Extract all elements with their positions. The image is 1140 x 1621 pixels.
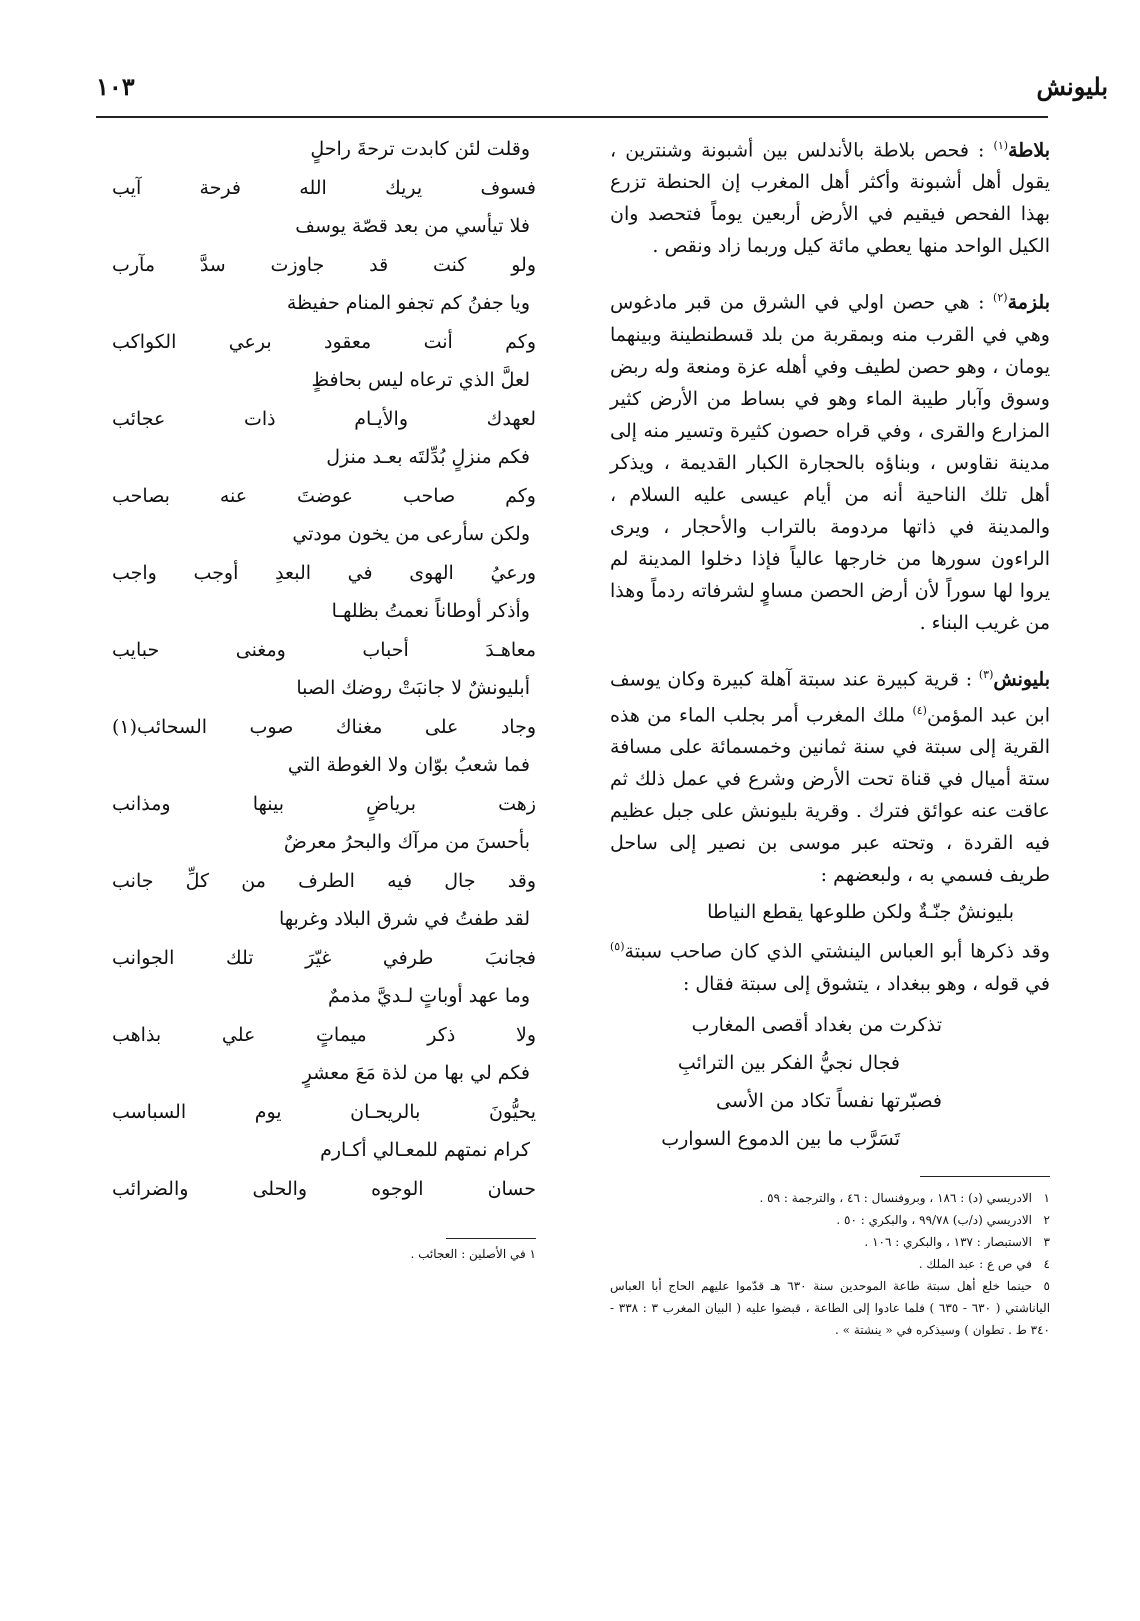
footnote-ref: (٣) [978,667,994,681]
footnote-ref: (٥) [610,940,625,954]
footnote-number: ٤ [1043,1256,1050,1271]
poem-line: وجاد على مغناك صوب السحائب(١) [112,715,536,738]
poem-line: يحيُّونَ بالريحـان يوم السباسب [112,1100,536,1123]
poem-line: فجانبَ طرفي غيّرَ تلك الجوانب [112,946,536,969]
poem-line: فسوف يريك الله فرحة آيب [112,176,536,199]
poem-line: وقد جال فيه الطرف من كلِّ جانب [112,869,536,892]
poem-line: وكم أنت معقود برعي الكواكب [112,330,536,353]
entry-text: ملك المغرب أمر بجلب الماء من هذه القرية إلى سبتة في سنة ثمانين وخمسمائة على مسافة ستة أميال في قناة تحت الأرض وشرع في عمل ذلك ثم عاقت عنه عوائق فترك . وقرية بليونش على جبل عظيم فيه القردة ، وتحته عبر موسى بن نصير إلى ساحل طريف فسمي به ، ولبعضهم : [610,704,1050,887]
footnote-text: في الأصلين : العجائب . [410,1247,526,1261]
footnotes [610,1187,1050,1341]
entry-balyunash [610,659,1050,892]
footnote [610,1187,1050,1209]
poem-line: ولو كنت قد جاوزت سدَّ مآرب [112,253,536,276]
left-column [96,130,536,1261]
poem-line: ويا جفنُ كم تجفو المنام حفيظة [286,292,530,314]
page-number: ١٠٣ [96,72,135,101]
verse-line: فصبّرتها نفساً تكاد من الأسى [716,1089,942,1112]
footnote-ref: (١) [993,139,1009,152]
footnote-number: ٢ [1043,1212,1050,1227]
poem-line: فكم لي بها من لذة مَعَ معشرٍ [302,1062,530,1084]
poem-line: لقد طفتُ في شرق البلاد وغربها [278,908,530,930]
footnote-number: ١ [1043,1190,1050,1205]
footnote [610,1253,1050,1275]
footnote-number: ٣ [1043,1234,1050,1249]
footnote [610,1275,1050,1341]
footnote-text: حينما خلع أهل سبتة طاعة الموحدين سنة ٦٣٠ هـ قدّموا عليهم الحاج أبا العباس الياناشتي ( ٦٣٠ - ٦٣٥ ) فلما عادوا إلى الطاعة ، قبضوا عليه ( البيان المغرب ٣ : ٣٣٨ - ٣٤٠ ط . تطوان ) وسيذكره في « ينشتة » . [610,1278,1051,1337]
footnote [610,1209,1050,1231]
poem-line: فلا تيأسي من بعد قصّة يوسف [295,215,530,237]
poem-line: زهت برياضٍ بينها ومذانب [112,792,536,815]
entry-text: : قرية كبيرة عند سبتة آهلة كبيرة وكان يوسف ابن عبد المؤمن [610,667,1050,727]
footnote-text: الادريسي (د) : ١٨٦ ، وبروفنسال : ٤٦ ، والترجمة : ٥٩ . [759,1190,1032,1205]
paragraph-text: وقد ذكرها أبو العباس الينشتي الذي كان صاحب سبتة [624,940,1050,963]
footnote [96,1247,536,1261]
entry-balata [610,130,1050,262]
poem-line: حسان الوجوه والحلى والضرائب [112,1177,536,1200]
footnote-number: ١ [529,1247,536,1261]
poem-line: فكم منزلٍ بُدِّلتَه بعـد منزل [326,446,530,468]
poem-line: لعهدك والأيـام ذات عجائب [112,407,536,430]
entry-text: : فحص بلاطة بالأندلس بين أشبونة وشنترين ، يقول أهل أشبونة وأكثر أهل المغرب إن الحنطة تزرع بهذا الفحص فيقيم في الأرض أربعين يوماً فتحصد وان الكيل الواحد منها يعطي مائة كيل وربما زاد ونقص . [610,139,1050,258]
footnote-ref: (٤) [912,703,927,717]
footnote-text: الادريسي (د/ب) ٩٩/٧٨ ، والبكري : ٥٠ . [836,1212,1032,1227]
footnote-ref: (٢) [993,291,1008,305]
poem-line: كرام نمتهم للمعـالي أكـارم [320,1139,530,1161]
paragraph-ynshti [610,931,1050,999]
entry-text: : هي حصن اولي في الشرق من قبر مادغوس وهي في القرب منه وبمقربة من بلد قسطنطينة وبينهما يومان ، وهو حصن لطيف وفي أهله عزة ومنعة وله ربض وسوق وآبار طيبة الماء وهو في بساط من الأرض كثير المزارع والقرى ، وفي قراه حصون كثيرة وتسير منه إلى مدينة نقاوس ، وبناؤه بالحجارة الكبار القديمة ، ويذكر أهل تلك الناحية أنه من أيام عيسى عليه السلام ، والمدينة في ذاتها مردومة بالتراب والأحجار ، ويرى الراءون سورها من خارجها عالياً فإذا دخلوا المدينة لم يروا لها سوراً لأن أرض الحصن مساوٍ لشرفاته ردماً وهذا من غريب البناء . [610,291,1050,634]
header-rule [96,116,1048,118]
inline-verse: بليونشٌ جنّـةٌ ولكن طلوعها يقطع النياطا [707,901,1014,924]
poem-line: وكم صاحب عوضتَ عنه بصاحب [112,484,536,507]
poem-line: لعلَّ الذي ترعاه ليس بحافظٍ [311,369,530,391]
footnote-text: الاستبصار : ١٣٧ ، والبكري : ١٠٦ . [864,1234,1032,1249]
entry-balazma [610,282,1050,638]
paragraph-text: في قوله ، وهو ببغداد ، يتشوق إلى سبتة فقال : [682,972,1050,995]
poem-line: أبليونشٌ لا جانبَتْ روضك الصبا [296,677,530,699]
footnote-number: ٥ [1043,1278,1050,1293]
poem-line: فما شعبُ بوّان ولا الغوطة التي [287,754,530,776]
poem-line: معاهـدَ أحباب ومغنى حبايب [112,638,536,661]
poem-line: ولكن سأرعى من يخون مودتي [292,523,530,545]
poem-line: وقلت لئن كابدت ترحةَ راحلٍ [310,138,530,160]
poem-line: وما عهد أوباتٍ لـديَّ مذممٌ [328,985,530,1007]
poem-line: وأذكر أوطاناً نعمتُ بظلهـا [331,600,530,622]
poem-line: بأحسنَ من مرآك والبحرُ معرضٌ [283,831,530,853]
poem-line: ورعيُ الهوى في البعدِ أوجب واجب [112,561,536,584]
verse-line: فجال نجيُّ الفكر بين الترائبِ [677,1051,900,1074]
right-column [610,130,1050,1341]
footnote [610,1231,1050,1253]
footnote-text: في ص ع : عبد الملك . [918,1256,1032,1271]
entry-head: بلاطة [1008,139,1050,162]
footnote-rule [446,1238,536,1239]
poem-line: ولا ذكر ميماتٍ علي بذاهب [112,1023,536,1046]
entry-head: بلزمة [1007,291,1050,314]
verse-line: تذكرت من بغداد أقصى المغارب [691,1013,942,1036]
running-header [96,72,1140,112]
verse-line: تَسَرَّب ما بين الدموع السوارب [661,1127,900,1150]
entry-head: بليونش [993,667,1050,690]
footnote-rule [920,1176,1050,1177]
running-title: بليونش [1036,72,1108,101]
